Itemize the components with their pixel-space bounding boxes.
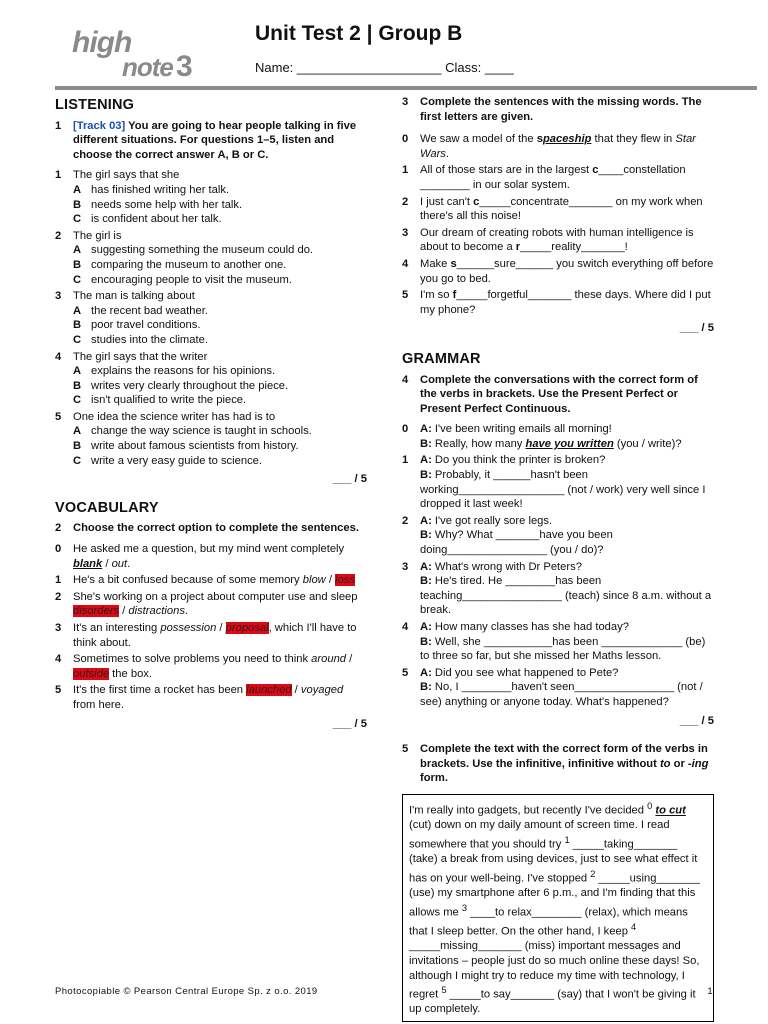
vocabulary-items (55, 542, 367, 713)
ex3-item: 3 Our dream of creating robots with human intelligence is about to become a r_____reality_______! (402, 226, 694, 254)
page-footer (55, 986, 713, 997)
ex3-items (402, 163, 714, 317)
ex3-example: 0 We saw a model of the spaceship that they flew in Star Wars. (402, 133, 696, 160)
answer-option[interactable]: A has finished writing her talk. (73, 183, 230, 196)
left-column (55, 98, 367, 731)
ex3-item: 4 Make s______sure______ you switch everything off before you go to bed. (402, 257, 714, 285)
vocabulary-item: 5 It's the first time a rocket has been launched / voyaged from here. (55, 684, 344, 711)
listening-question: 4 The girl says that the writer (55, 350, 208, 363)
logo-note: note (122, 52, 173, 80)
copyright-notice: Photocopiable © Pearson Central Europe Sp. z o.o. 2019 (55, 986, 318, 997)
grammar-item: 3 A: What's wrong with Dr Peters? B: He's tired. He ________has been teaching________________ (teach) since 8 a.m. without a break. (402, 560, 712, 617)
page-number: 1 (707, 986, 713, 997)
name-class-line: Name: ____________________ Class: ____ (255, 60, 514, 75)
grammar-item: 5 A: Did you see what happened to Pete? B: No, I ________haven't seen________________ (not / see) anything or anyone today. What's happened? (402, 666, 703, 708)
listening-question: 3 The man is talking about (55, 290, 195, 303)
listening-question: 2 The girl is (55, 229, 122, 242)
vocabulary-item: 3 It's an interesting possession / proposal, which I'll have to think about. (55, 622, 357, 649)
page-header (0, 0, 768, 92)
logo-number: 3 (176, 50, 193, 80)
high-note-logo (72, 24, 212, 80)
listening-question: 5 One idea the science writer has had is to (55, 410, 276, 423)
grammar-item: 1 A: Do you think the printer is broken? B: Probably, it ______hasn't been working_________________ (not / work) very well since I dropped it last week! (402, 454, 706, 511)
option-choice[interactable]: voyaged (300, 684, 344, 697)
ex3-item: 2 I just can't c_____concentrate_______ on my work when there's all this noise! (402, 195, 703, 223)
vocabulary-heading: VOCABULARY (55, 499, 159, 516)
vocabulary-instruction: 2 Choose the correct option to complete the sentences. (55, 522, 359, 535)
option-choice[interactable]: out (111, 557, 128, 570)
right-column (402, 95, 714, 1022)
option-choice[interactable]: outside (73, 667, 110, 680)
ex5-text-box: I'm really into gadgets, but recently I've decided $^0$ to cut (cut) down on my daily amount of screen time. I read somewhere that you should try $^1$ _____taking_______ (take) a break from using devices, just to see what effect it has on your well-being. I've stopped $^2$ _____using_______ (use) my smartphone after 6 p.m., and I'm finding that this allows me $^3$ ____to relax________ (relax), which means that I sleep better. On the other hand, I keep $^4$ _____missing_______ (miss) important messages and invitations – people just do so much online these days! So, although I might try to reduce my time with technology, I regret $^5$ _____to say_______ (say) that I won't be giving it up completely. (402, 794, 714, 1022)
ex3-item: 1 All of those stars are in the largest c____constellation ________ in our solar system. (402, 164, 686, 191)
vocabulary-item: 0 He asked me a question, but my mind went completely blank / out. (55, 543, 345, 570)
listening-question: 1 The girl says that she (55, 169, 180, 182)
grammar-instruction: 4 Complete the conversations with the correct form of the verbs in brackets. Use the Present Perfect or Present Perfect Continuous. (402, 373, 698, 415)
option-choice[interactable]: around (311, 653, 347, 666)
answer-option[interactable]: B poor travel conditions. (73, 319, 201, 332)
answer-option[interactable]: C is confident about her talk. (73, 213, 222, 226)
ex3-score: ___ / 5 (679, 322, 714, 335)
answer-option[interactable]: B write about famous scientists from history. (73, 440, 299, 453)
grammar-score: ___ / 5 (679, 714, 714, 727)
page-title: Unit Test 2 | Group B (255, 22, 463, 45)
grammar-item: 2 A: I've got really sore legs. B: Why? What _______have you been doing________________ (you / do)? (402, 514, 613, 557)
answer-option[interactable]: B comparing the museum to another one. (73, 258, 287, 271)
listening-score: ___ / 5 (332, 473, 367, 486)
answer-option[interactable]: C isn't qualified to write the piece. (73, 394, 247, 407)
listening-heading: LISTENING (55, 97, 135, 113)
answer-option[interactable]: C studies into the climate. (73, 333, 208, 346)
grammar-item: 0 A: I've been writing emails all morning! B: Really, how many have you written (you / write)? (402, 423, 682, 450)
answer-option[interactable]: A change the way science is taught in schools. (73, 425, 312, 438)
ex3-instruction: 3 Complete the sentences with the missing words. The first letters are given. (402, 96, 702, 123)
vocabulary-item: 1 He's a bit confused because of some memory blow / loss (55, 574, 355, 587)
grammar-heading: GRAMMAR (402, 350, 481, 367)
answer-option[interactable]: C encouraging people to visit the museum. (73, 273, 292, 286)
listening-questions (55, 168, 367, 468)
option-choice[interactable]: distractions (128, 605, 185, 618)
answer-option[interactable]: B writes very clearly throughout the piece. (73, 379, 289, 392)
grammar-items (402, 422, 714, 709)
option-choice[interactable]: possession (160, 622, 217, 634)
header-rule (55, 86, 757, 90)
track-label: [Track 03] (73, 119, 126, 132)
answer-option[interactable]: C write a very easy guide to science. (73, 454, 263, 467)
answer-option[interactable]: A explains the reasons for his opinions. (73, 365, 276, 378)
grammar-item: 4 A: How many classes has she had today? B: Well, she ___________has been _____________ (be) to three so far, but she missed her Maths lesson. (402, 621, 706, 663)
logo-high: high (72, 26, 132, 59)
answer-option[interactable]: A suggesting something the museum could do. (73, 244, 314, 257)
option-choice[interactable]: loss (335, 574, 355, 587)
answer-option[interactable]: A the recent bad weather. (73, 304, 208, 317)
vocabulary-item: 2 She's working on a project about computer use and sleep disorders / distractions. (55, 590, 358, 618)
ex5-instruction: 5 Complete the text with the correct form of the verbs in brackets. Use the infinitive, infinitive without to or -ing form. (402, 743, 709, 785)
vocabulary-score: ___ / 5 (332, 717, 367, 730)
option-choice[interactable]: blow (302, 574, 326, 587)
option-choice[interactable]: proposal (225, 622, 269, 634)
listening-instruction: 1 [Track 03] You are going to hear people talking in five different situations. For questions 1–5, listen and choose the correct answer A, B or C. (55, 119, 357, 161)
option-choice[interactable]: launched (246, 684, 292, 697)
ex3-item: 5 I'm so f_____forgetful_______ these days. Where did I put my phone? (402, 289, 711, 316)
answer-option[interactable]: B needs some help with her talk. (73, 198, 243, 211)
option-choice[interactable]: blank (73, 557, 103, 570)
vocabulary-item: 4 Sometimes to solve problems you need to think around / outside the box. (55, 653, 353, 680)
option-choice[interactable]: disorders (73, 605, 120, 618)
